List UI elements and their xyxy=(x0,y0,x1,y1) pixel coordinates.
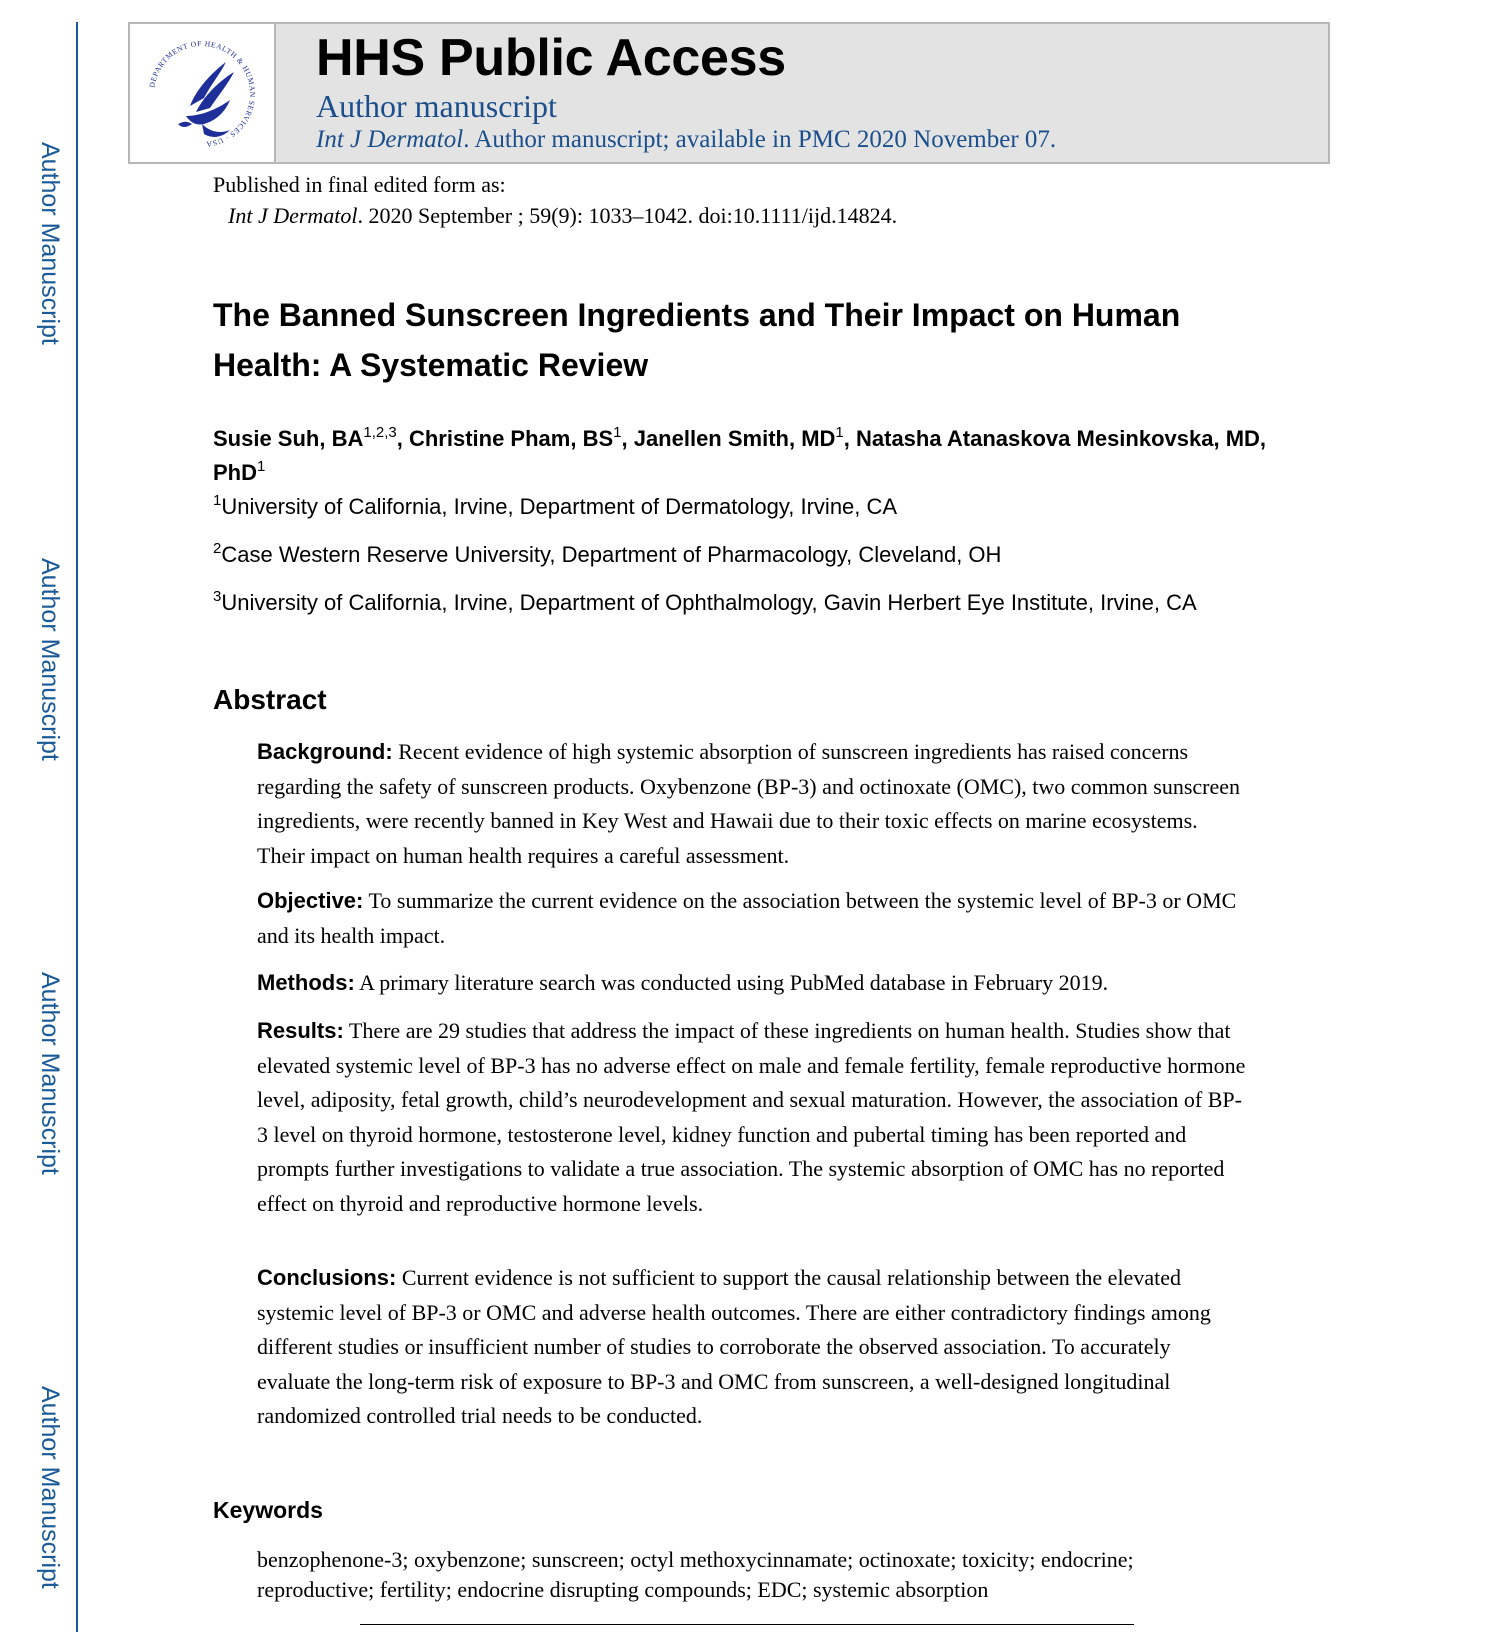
abstract-methods: Methods: A primary literature search was conducted using PubMed database in February 2019. xyxy=(257,970,1109,995)
author-affil-mark: 1 xyxy=(613,424,622,441)
svg-text:DEPARTMENT OF HEALTH & HUMAN S: DEPARTMENT OF HEALTH & HUMAN SERVICES · USA xyxy=(147,38,258,149)
journal-abbrev: Int J Dermatol xyxy=(316,126,464,153)
author-name: Janellen Smith, MD xyxy=(633,426,836,451)
sidebar-rule xyxy=(76,22,78,1632)
sidebar-label: Author Manuscript xyxy=(36,558,64,761)
citation-text: . 2020 September ; 59(9): 1033–1042. doi:10.1111/ijd.14824. xyxy=(357,203,898,228)
keywords-heading: Keywords xyxy=(213,1497,323,1523)
author-affil-mark: 1 xyxy=(257,458,266,475)
header-availability xyxy=(316,126,1056,154)
author-affil-mark: 1,2,3 xyxy=(363,424,397,441)
hhs-header xyxy=(128,22,1330,164)
sidebar-label: Author Manuscript xyxy=(36,1386,64,1589)
article-title: The Banned Sunscreen Ingredients and Their Impact on Human Health: A Systematic Review xyxy=(213,297,1181,383)
affiliation: $^1$University of California, Irvine, Department of Dermatology, Irvine, CA xyxy=(213,492,898,519)
section-label: Background: xyxy=(257,739,393,764)
affiliation: $^3$University of California, Irvine, Department of Ophthalmology, Gavin Herbert Eye Institute, Irvine, CA xyxy=(213,588,1197,615)
abstract-results: Results: There are 29 studies that address the impact of these ingredients on human health. Studies show that elevated systemic level of BP-3 has no adverse effect on male and female fertility, female reproductive hormone level, adiposity, fetal growth, child’s neurodevelopment and sexual maturation. However, the association of BP-3 level on thyroid hormone, testosterone level, kidney function and pubertal timing has been reported and prompts further investigations to validate a true association. The systemic absorption of OMC has no reported effect on thyroid and reproductive hormone levels. xyxy=(257,1018,1246,1216)
author-name: Natasha Atanaskova Mesinkovska, MD, PhD xyxy=(213,426,1267,485)
citation-line xyxy=(228,203,897,229)
abstract-objective: Objective: To summarize the current evidence on the association between the systemic level of BP-3 or OMC and its health impact. xyxy=(257,888,1237,948)
author-list: Susie Suh, BA$^{1,2,3}$, Christine Pham, $BS^1$, Janellen Smith, $MD^1$, Natasha Atanaskova Mesinkovska, MD, PhD$^1$ xyxy=(213,424,1267,485)
hhs-logo xyxy=(130,24,276,162)
author-name: Christine Pham, BS xyxy=(408,426,614,451)
footnote-rule xyxy=(360,1624,1134,1625)
affiliation: $^2$Case Western Reserve University, Department of Pharmacology, Cleveland, OH xyxy=(213,540,1002,567)
abstract-heading: Abstract xyxy=(213,684,327,715)
section-label: Objective: xyxy=(257,888,364,913)
author-affil-mark: 1 xyxy=(835,424,844,441)
keywords-list: benzophenone-3; oxybenzone; sunscreen; octyl methoxycinnamate; octinoxate; toxicity; endocrine; reproductive; fertility; endocrine disrupting compounds; EDC; systemic absorption xyxy=(257,1547,1134,1602)
abstract-conclusions: Conclusions: Current evidence is not sufficient to support the causal relationship between the elevated systemic level of BP-3 or OMC and adverse health outcomes. There are either contradictory findings among different studies or insufficient number of studies to corroborate the observed association. To accurately evaluate the long-term risk of exposure to BP-3 and OMC from sunscreen, a well-designed longitudinal randomized controlled trial needs to be conducted. xyxy=(257,1265,1211,1428)
published-intro: Published in final edited form as: xyxy=(213,172,506,197)
section-label: Results: xyxy=(257,1018,344,1043)
availability-text: . Author manuscript; available in PMC 2020 November 07. xyxy=(463,126,1057,153)
sidebar-label: Author Manuscript xyxy=(36,972,64,1175)
author-name: Susie Suh, BA xyxy=(213,426,364,451)
section-label: Conclusions: xyxy=(257,1265,397,1290)
sidebar-label: Author Manuscript xyxy=(36,142,64,345)
header-title: HHS Public Access xyxy=(316,29,786,87)
journal-abbrev: Int J Dermatol xyxy=(228,203,358,228)
header-subtitle: Author manuscript xyxy=(316,88,557,124)
section-label: Methods: xyxy=(257,970,355,995)
hhs-eagle-seal-icon xyxy=(130,24,274,162)
abstract-background: Background: Recent evidence of high systemic absorption of sunscreen ingredients has raised concerns regarding the safety of sunscreen products. Oxybenzone (BP-3) and octinoxate (OMC), two common sunscreen ingredients, were recently banned in Key West and Hawaii due to their toxic effects on marine ecosystems. Their impact on human health requires a careful assessment. xyxy=(257,739,1241,868)
